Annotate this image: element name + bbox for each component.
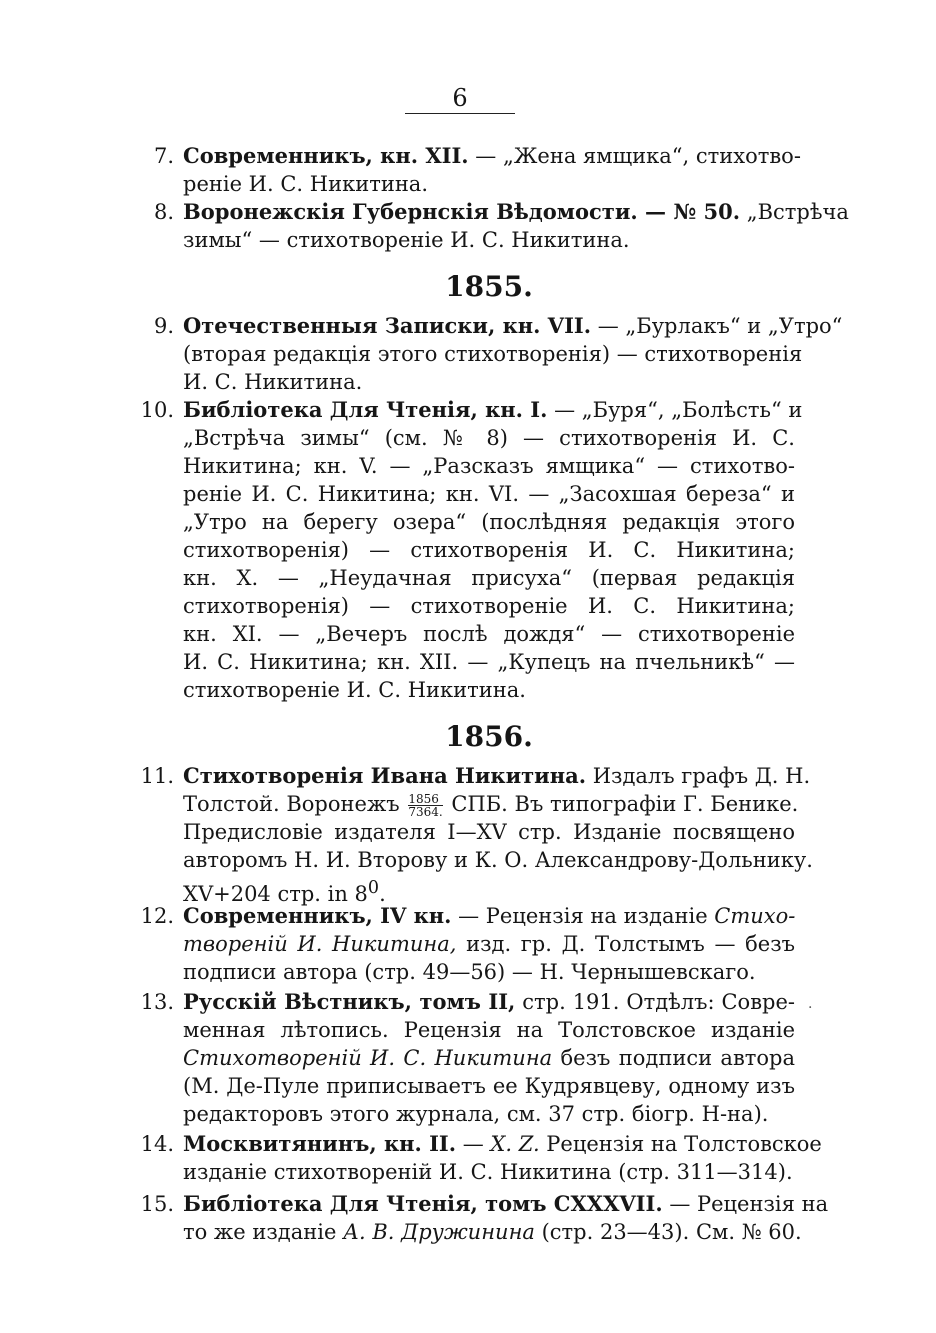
entry-number: 10. — [140, 398, 174, 422]
entry-line: стихотворенія) — стихотвореніе И. С. Никитина; — [183, 594, 795, 618]
entry-line: Русскій Вѣстникъ, томъ II, стр. 191. Отдѣлъ: Совре- — [183, 989, 795, 1014]
entry-number: 13. — [140, 990, 174, 1014]
year-heading: 1856. — [445, 720, 533, 753]
entry-line: редакторовъ этого журнала, см. 37 стр. біогр. Н-на). — [183, 1102, 769, 1126]
entry-line: Воронежскія Губернскія Вѣдомости. — № 50. „Встрѣча — [183, 199, 849, 224]
entry-number: 11. — [140, 764, 174, 788]
page-number: 6 — [452, 84, 468, 112]
entry-line: „Утро на берегу озера“ (послѣдняя редакція этого — [183, 510, 795, 534]
entry-line: авторомъ Н. И. Второву и К. О. Александрову-Дольнику. — [183, 848, 813, 872]
entry-line: „Встрѣча зимы“ (см. № 8) — стихотворенія И. С. — [183, 426, 795, 450]
entry-line: зимы“ — стихотвореніе И. С. Никитина. — [183, 228, 630, 252]
entry-line: (М. Де-Пуле приписываетъ ее Кудрявцеву, одному изъ — [183, 1074, 795, 1098]
entry-line: Библіотека Для Чтенія, томъ CXXXVII. — Рецензія на — [183, 1191, 829, 1216]
entry-line: реніе И. С. Никитина. — [183, 172, 429, 196]
entry-number: 8. — [153, 200, 174, 224]
entry-line: И. С. Никитина. — [183, 370, 363, 394]
entry-number: 12. — [140, 904, 174, 928]
entry-line: кн. XI. — „Вечеръ послѣ дождя“ — стихотвореніе — [183, 622, 795, 646]
entry-line: твореній И. Никитина, изд. гр. Д. Толстымъ — безъ — [183, 932, 796, 956]
page-number-rule — [405, 113, 515, 114]
entry-line: стихотворенія) — стихотворенія И. С. Никитина; — [183, 538, 795, 562]
entry-line: И. С. Никитина; кн. XII. — „Купецъ на пчельникѣ“ — — [183, 650, 795, 674]
entry-line: то же изданіе А. В. Дружинина (стр. 23—43). См. № 60. — [183, 1220, 802, 1244]
entry-line: изданіе стихотвореній И. С. Никитина (стр. 311—314). — [183, 1160, 793, 1184]
entry-line: XV+204 стр. in $8^0$. — [183, 878, 386, 906]
entry-line: Толстой. Воронежъ $\frac{1856}{7364.}$ СПБ. Въ типографіи Г. Бенике. — [183, 792, 799, 819]
fraction: $\frac{1856}{7364.}$ — [408, 792, 443, 819]
entry-line: Предисловіе издателя I—XV стр. Изданіе посвящено — [183, 820, 795, 844]
entry-number: 15. — [140, 1192, 174, 1216]
entry-line: кн. X. — „Неудачная присуха“ (первая редакція — [183, 566, 795, 590]
entry-line: Стихотворенія Ивана Никитина. Издалъ графъ Д. Н. — [183, 763, 811, 788]
entry-number: 7. — [153, 144, 174, 168]
year-heading: 1855. — [445, 270, 533, 303]
entry-line: Современникъ, IV кн. — Рецензія на изданіе Стихо- — [183, 903, 796, 928]
entry-line: Отечественныя Записки, кн. VII. — „Бурлакъ“ и „Утро“ — [183, 313, 843, 338]
entry-line: (вторая редакція этого стихотворенія) — стихотворенія — [183, 342, 803, 366]
entry-number: 9. — [153, 314, 174, 338]
entry-line: Стихотвореній И. С. Никитина безъ подписи автора — [183, 1046, 795, 1070]
entry-line: Современникъ, кн. XII. — „Жена ямщика“, стихотво- — [183, 143, 801, 168]
entry-line: подписи автора (стр. 49—56) — Н. Чернышевскаго. — [183, 960, 756, 984]
entry-number: 14. — [140, 1132, 174, 1156]
margin-mark: · — [808, 1000, 813, 1016]
entry-line: реніе И. С. Никитина; кн. VI. — „Засохшая береза“ и — [183, 482, 795, 506]
entry-line: Никитина; кн. V. — „Разсказъ ямщика“ — стихотво- — [183, 454, 795, 478]
entry-line: Москвитянинъ, кн. II. — X. Z. Рецензія на Толстовское — [183, 1131, 822, 1156]
entry-line: Библіотека Для Чтенія, кн. I. — „Буря“, „Болѣсть“ и — [183, 397, 803, 422]
entry-line: стихотвореніе И. С. Никитина. — [183, 678, 526, 702]
entry-line: менная лѣтопись. Рецензія на Толстовское изданіе — [183, 1018, 795, 1042]
